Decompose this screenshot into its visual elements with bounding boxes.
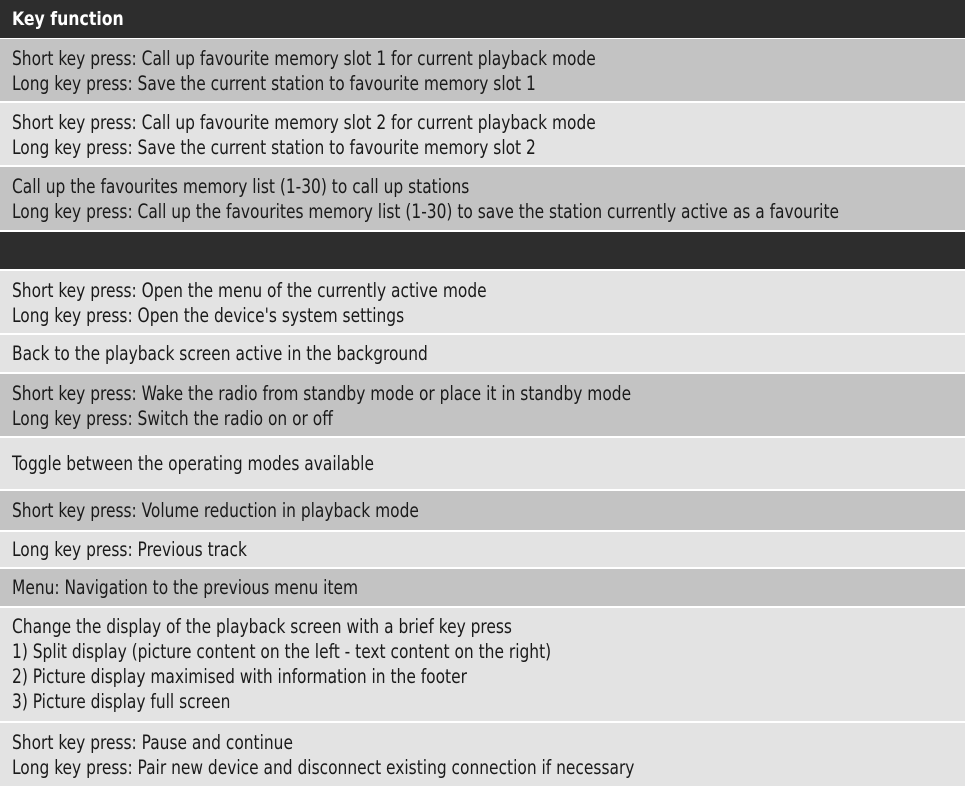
row-text-line: Short key press: Pause and continue	[12, 731, 293, 754]
row-text-line: Short key press: Wake the radio from standby mode or place it in standby mode	[12, 382, 632, 405]
row-text-line: Long key press: Save the current station to favourite memory slot 2	[12, 136, 536, 159]
table-row	[0, 532, 965, 567]
table-row	[0, 374, 965, 436]
table-row	[0, 103, 965, 165]
row-text-line: Back to the playback screen active in the background	[12, 342, 428, 365]
row-text-line: Toggle between the operating modes available	[12, 452, 374, 475]
table-header-label: Key function	[12, 8, 124, 30]
row-text-line: Short key press: Call up favourite memory slot 2 for current playback mode	[12, 111, 596, 134]
table-row	[0, 723, 965, 786]
table-row	[0, 39, 965, 101]
row-text-line: Short key press: Volume reduction in playback mode	[12, 499, 419, 522]
row-text-line: 2) Picture display maximised with information in the footer	[12, 665, 467, 688]
table-header	[0, 0, 965, 38]
table-row	[0, 271, 965, 333]
table-row	[0, 167, 965, 230]
row-text-line: Change the display of the playback screen with a brief key press	[12, 615, 512, 638]
row-text-line: Long key press: Call up the favourites memory list (1-30) to save the station currently active as a favourite	[12, 200, 840, 223]
row-text-line: 1) Split display (picture content on the left - text content on the right)	[12, 640, 552, 663]
row-text-line: Long key press: Pair new device and disconnect existing connection if necessary	[12, 756, 635, 779]
table-row	[0, 491, 965, 530]
table-row	[0, 438, 965, 489]
row-text-line: Call up the favourites memory list (1-30) to call up stations	[12, 175, 470, 198]
row-text-line: Menu: Navigation to the previous menu item	[12, 576, 359, 599]
row-text-line: Short key press: Open the menu of the currently active mode	[12, 279, 487, 302]
table-row	[0, 608, 965, 721]
row-text-line: 3) Picture display full screen	[12, 690, 231, 713]
row-text-line: Long key press: Previous track	[12, 538, 247, 561]
row-text-line: Long key press: Open the device's system settings	[12, 304, 405, 327]
row-text-line: Short key press: Call up favourite memory slot 1 for current playback mode	[12, 47, 596, 70]
table-row	[0, 569, 965, 606]
row-text-line: Long key press: Save the current station to favourite memory slot 1	[12, 72, 536, 95]
section-divider	[0, 232, 965, 269]
table-row	[0, 335, 965, 372]
row-text-line: Long key press: Switch the radio on or off	[12, 407, 333, 430]
